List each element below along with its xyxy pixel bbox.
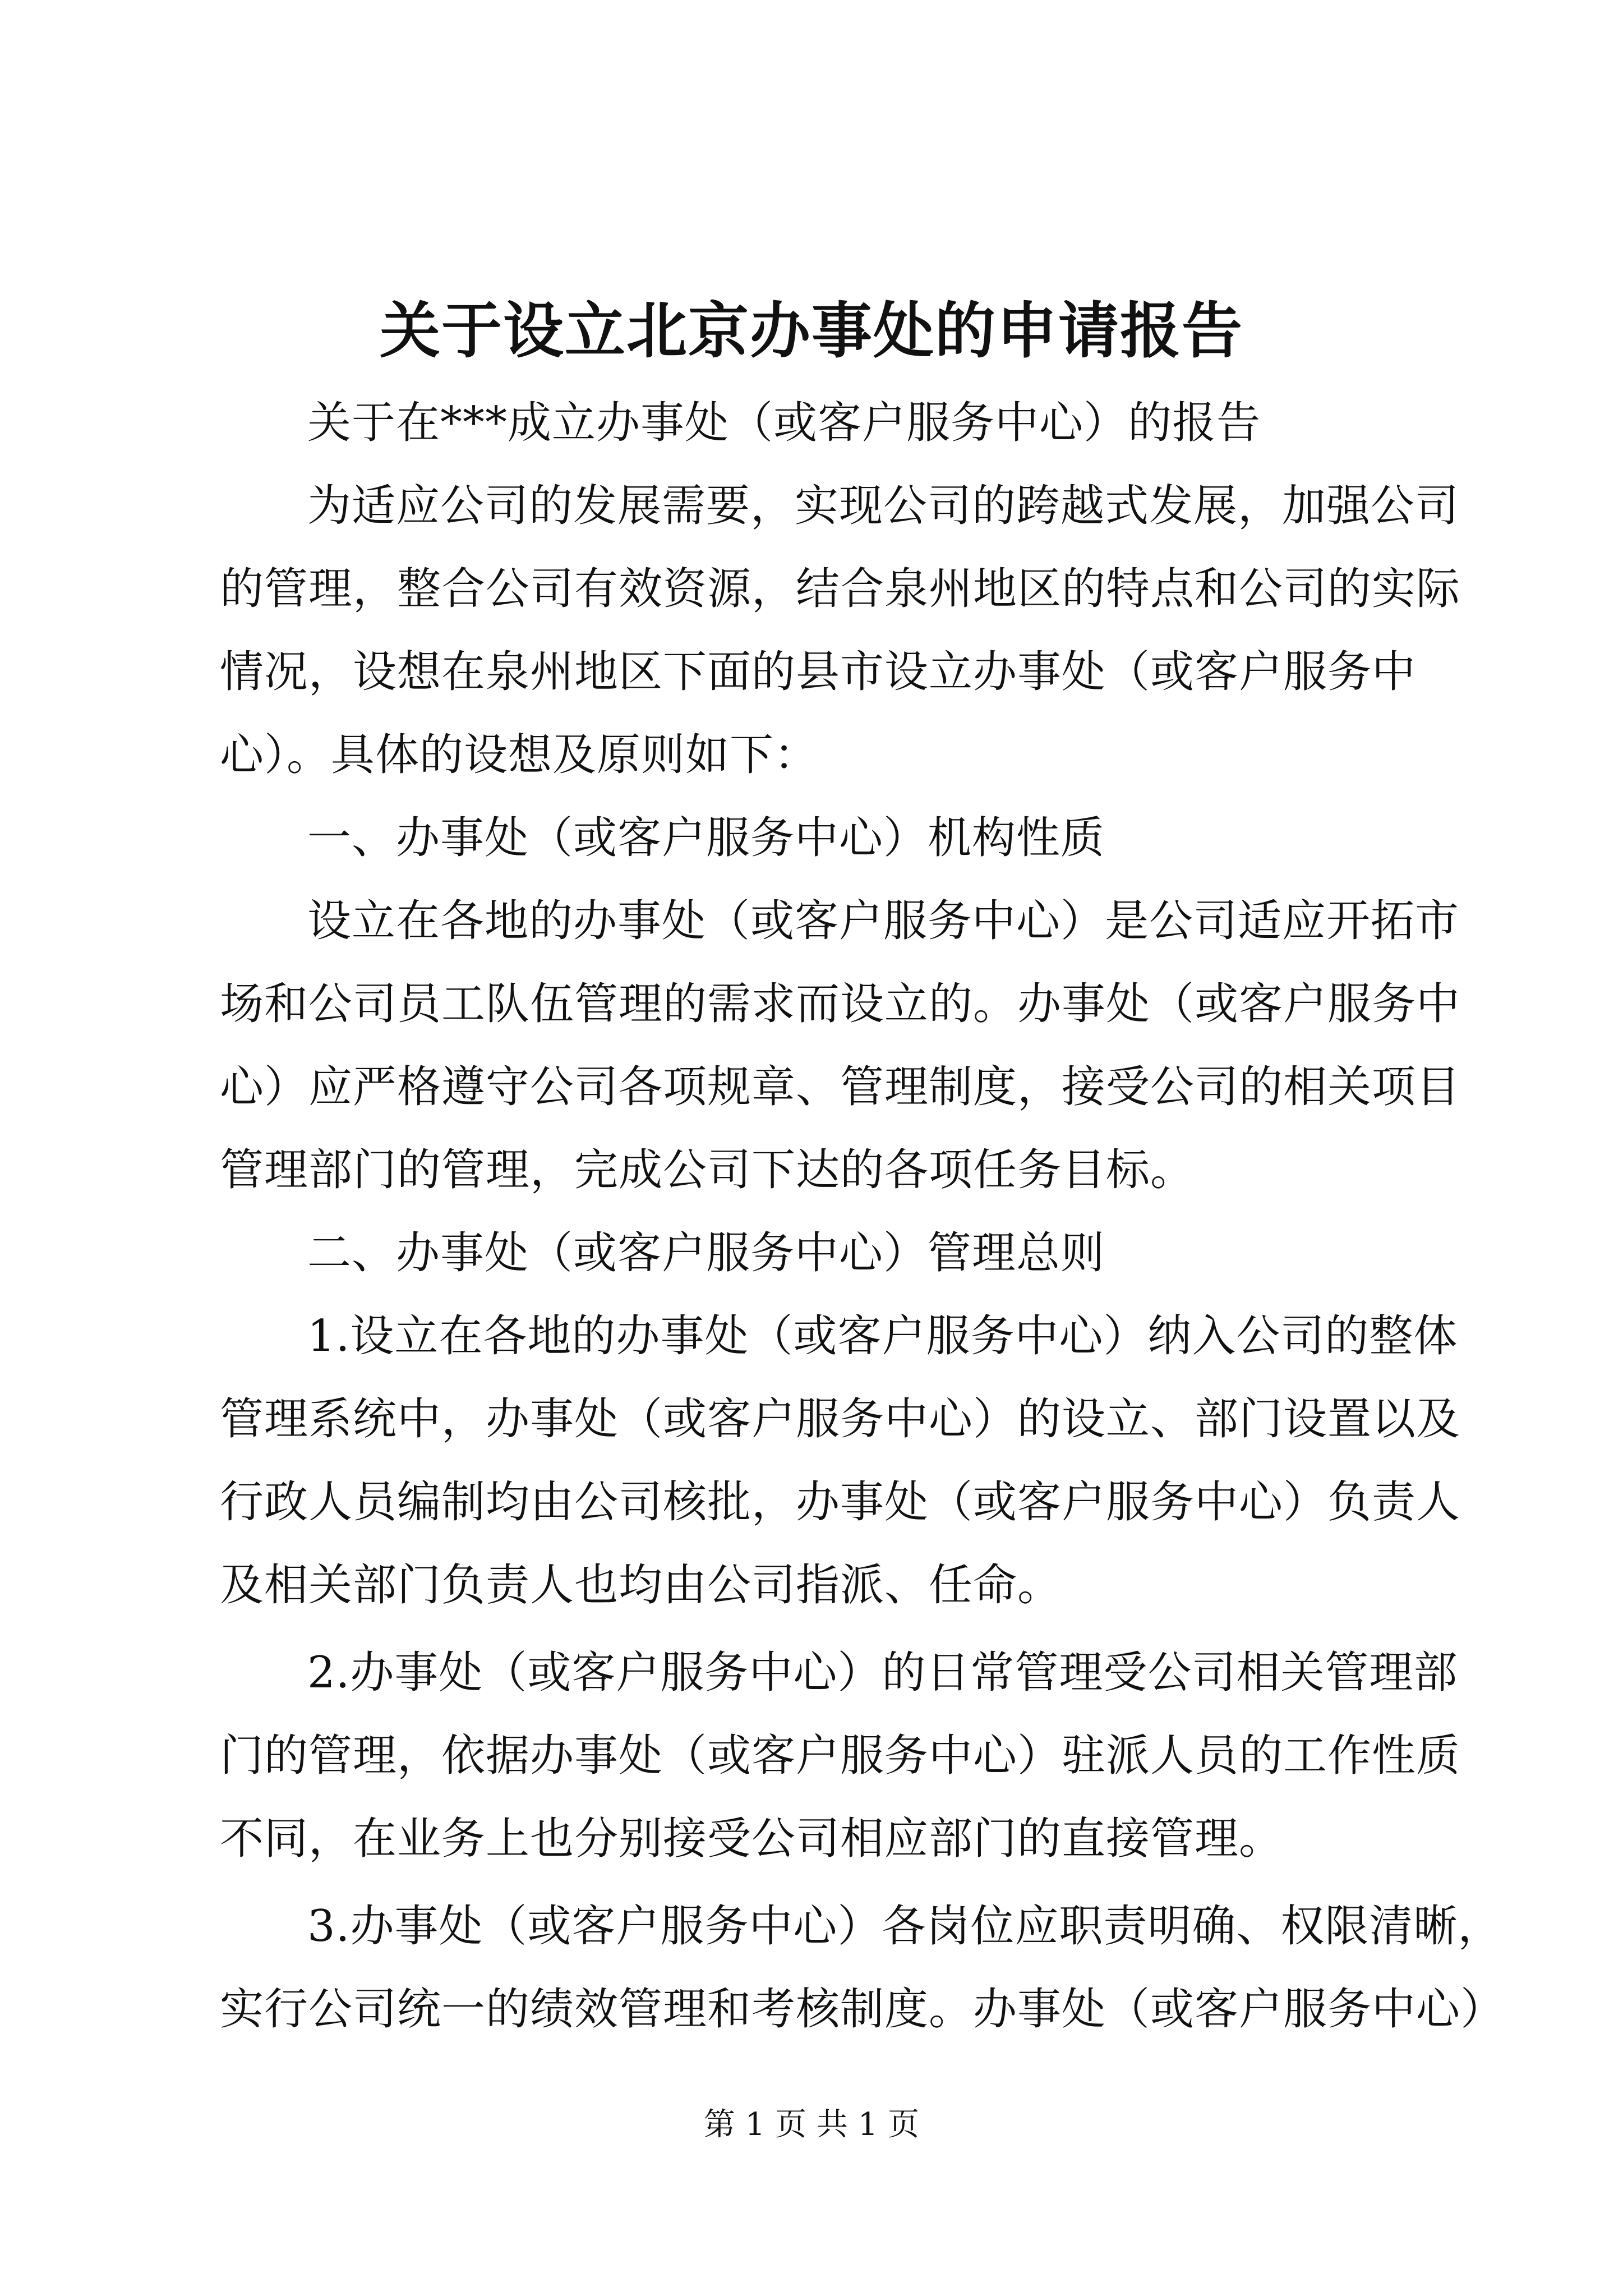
page-footer: 第 1 页 共 1 页 bbox=[703, 2106, 920, 2143]
document-title: 关于设立北京办事处的申请报告 bbox=[379, 296, 1243, 366]
paragraph-line: 的管理，整合公司有效资源，结合泉州地区的特点和公司的实际 bbox=[220, 564, 1461, 614]
paragraph-line: 及相关部门负责人也均由公司指派、任命。 bbox=[220, 1560, 1062, 1611]
paragraph-line: 1.设立在各地的办事处（或客户服务中心）纳入公司的整体 bbox=[307, 1311, 1458, 1361]
paragraph-line: 实行公司统一的绩效管理和考核制度。办事处（或客户服务中心） bbox=[220, 1984, 1505, 2035]
paragraph-line: 不同，在业务上也分别接受公司相应部门的直接管理。 bbox=[220, 1814, 1284, 1864]
paragraph-line: 管理部门的管理，完成公司下达的各项任务目标。 bbox=[220, 1145, 1195, 1195]
section-heading: 一、办事处（或客户服务中心）机构性质 bbox=[307, 813, 1105, 863]
paragraph-line: 情况，设想在泉州地区下面的县市设立办事处（或客户服务中 bbox=[220, 647, 1417, 697]
paragraph-line: 设立在各地的办事处（或客户服务中心）是公司适应开拓市 bbox=[307, 896, 1460, 946]
paragraph-line: 心）应严格遵守公司各项规章、管理制度，接受公司的相关项目 bbox=[220, 1062, 1461, 1112]
paragraph-line: 管理系统中，办事处（或客户服务中心）的设立、部门设置以及 bbox=[220, 1394, 1461, 1444]
section-heading: 二、办事处（或客户服务中心）管理总则 bbox=[307, 1228, 1105, 1278]
paragraph-line: 3.办事处（或客户服务中心）各岗位应职责明确、权限清晰， bbox=[307, 1901, 1502, 1952]
document-body bbox=[220, 381, 1505, 2051]
paragraph-line: 门的管理，依据办事处（或客户服务中心）驻派人员的工作性质 bbox=[220, 1731, 1461, 1781]
paragraph-line: 为适应公司的发展需要，实现公司的跨越式发展，加强公司 bbox=[307, 481, 1460, 531]
paragraph-line: 2.办事处（或客户服务中心）的日常管理受公司相关管理部 bbox=[307, 1648, 1458, 1698]
paragraph-line: 场和公司员工队伍管理的需求而设立的。办事处（或客户服务中 bbox=[220, 979, 1461, 1029]
paragraph-line: 行政人员编制均由公司核批，办事处（或客户服务中心）负责人 bbox=[220, 1477, 1461, 1527]
subtitle-line: 关于在***成立办事处（或客户服务中心）的报告 bbox=[307, 398, 1261, 448]
paragraph-line: 心）。具体的设想及原则如下： bbox=[220, 730, 819, 780]
